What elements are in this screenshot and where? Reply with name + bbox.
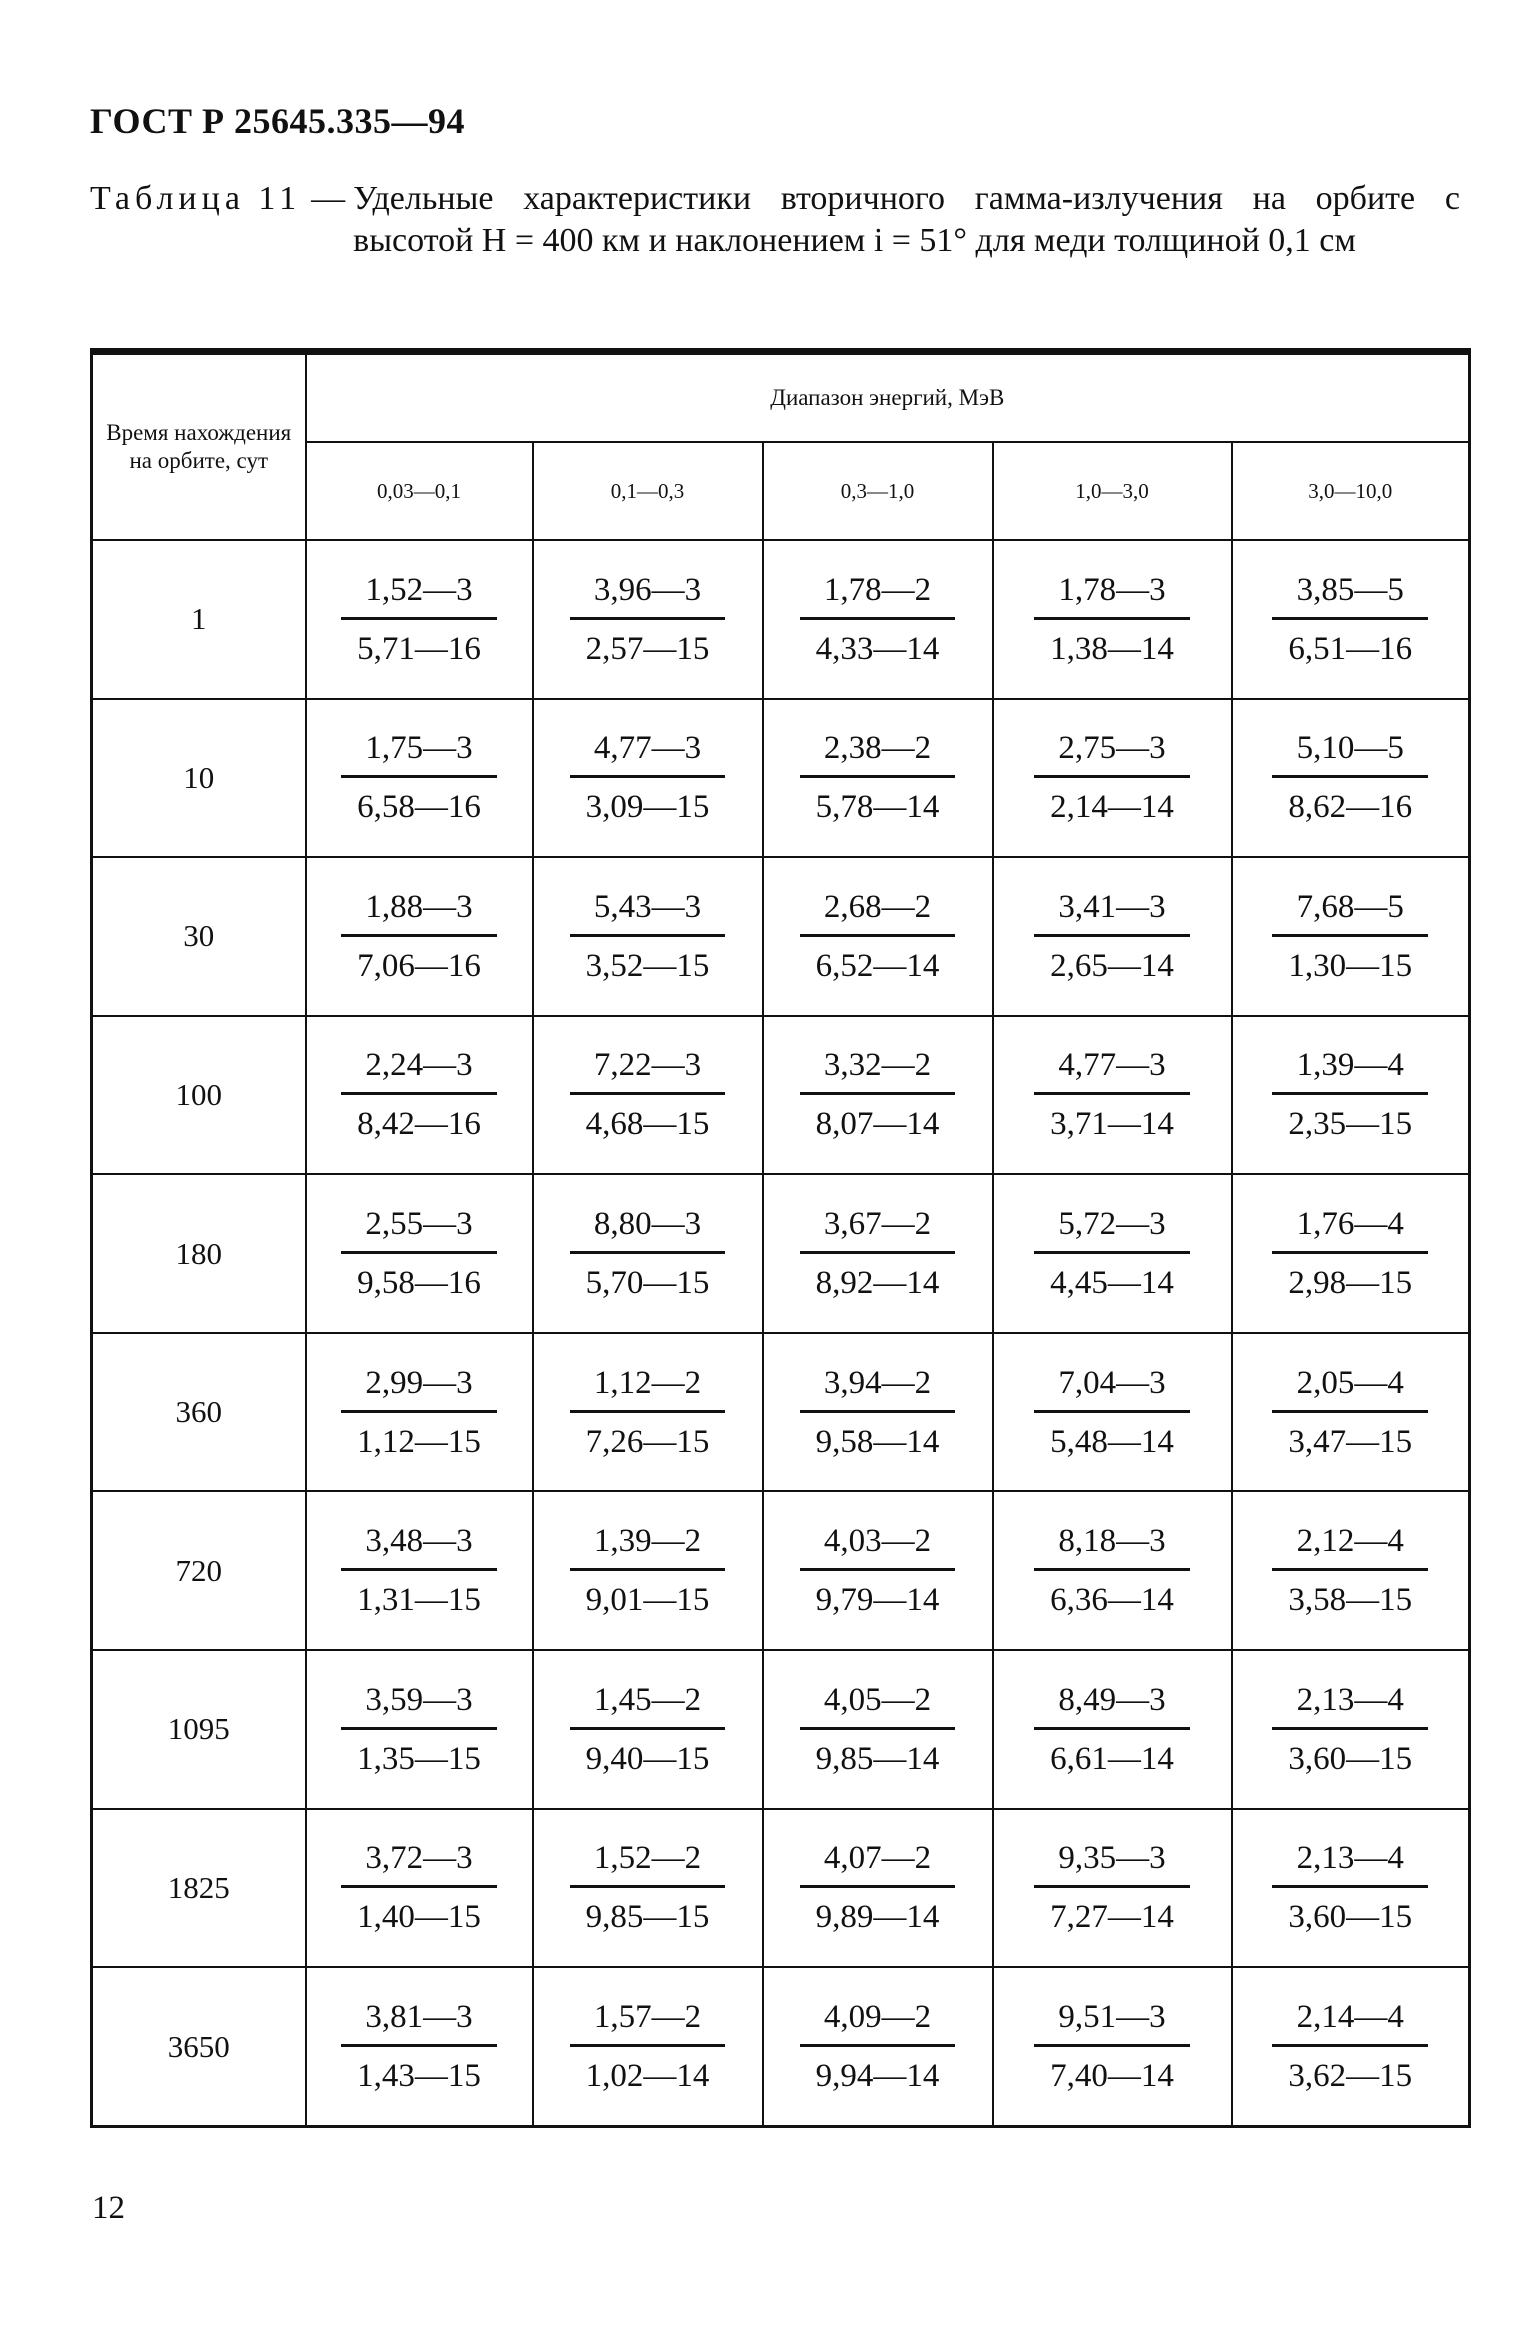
value-cell (763, 1333, 993, 1492)
document-code: ГОСТ Р 25645.335—94 (90, 101, 465, 141)
orbit-time-cell: 10 (92, 699, 306, 858)
fraction (1034, 1518, 1190, 1623)
fraction-denominator: 3,52—15 (585, 947, 710, 984)
fraction (341, 567, 497, 672)
fraction (341, 884, 497, 989)
fraction (1272, 1835, 1428, 1940)
fraction-denominator: 1,12—15 (357, 1423, 481, 1460)
value-cell (993, 857, 1232, 1016)
fraction-denominator: 2,57—15 (585, 630, 710, 667)
fraction-numerator: 4,07—2 (800, 1835, 956, 1888)
table-row (92, 1174, 1470, 1333)
fraction-numerator: 1,12—2 (570, 1360, 726, 1413)
fraction (341, 1360, 497, 1465)
fraction-numerator: 1,75—3 (341, 725, 497, 778)
fraction (800, 1201, 956, 1306)
value-cell (533, 540, 763, 699)
fraction-denominator: 1,35—15 (357, 1740, 481, 1777)
orbit-time-cell: 1095 (92, 1650, 306, 1809)
fraction (341, 1835, 497, 1940)
orbit-time-cell: 1 (92, 540, 306, 699)
fraction (1034, 1677, 1190, 1782)
fraction (1272, 1677, 1428, 1782)
fraction (800, 1518, 956, 1623)
fraction-numerator: 7,04—3 (1034, 1360, 1190, 1413)
fraction-numerator: 1,52—3 (341, 567, 497, 620)
energy-range-header: Диапазон энергий, МэВ (306, 352, 1470, 443)
time-column-header: Время нахождения на орбите, сут (92, 352, 306, 541)
fraction-denominator: 8,62—16 (1288, 789, 1413, 826)
value-cell (763, 1650, 993, 1809)
fraction (800, 1042, 956, 1147)
fraction-numerator: 1,76—4 (1272, 1201, 1428, 1254)
fraction (341, 1518, 497, 1623)
value-cell (533, 1333, 763, 1492)
fraction (800, 567, 956, 672)
table-caption-text: Удельные характеристики вторичного гамма-излучения на орбите с высотой H = 400 км и наклонением i = 51° для меди толщиной 0,1 см (353, 180, 1460, 259)
value-cell (306, 1174, 533, 1333)
value-cell (1232, 1016, 1470, 1175)
fraction-denominator: 3,60—15 (1288, 1740, 1413, 1777)
fraction (800, 884, 956, 989)
fraction-denominator: 4,33—14 (815, 630, 940, 667)
fraction-denominator: 7,40—14 (1050, 2058, 1174, 2095)
value-cell (763, 1967, 993, 2126)
fraction-denominator: 4,45—14 (1050, 1265, 1174, 1302)
value-cell (1232, 699, 1470, 858)
fraction-numerator: 3,85—5 (1272, 567, 1428, 620)
value-cell (306, 1809, 533, 1968)
fraction (570, 1518, 726, 1623)
fraction-numerator: 4,05—2 (800, 1677, 956, 1730)
fraction-numerator: 2,12—4 (1272, 1518, 1428, 1571)
fraction (341, 1994, 497, 2099)
fraction (800, 1677, 956, 1782)
value-cell (306, 1491, 533, 1650)
value-cell (763, 699, 993, 858)
fraction (570, 725, 726, 830)
value-cell (993, 1491, 1232, 1650)
fraction-numerator: 3,72—3 (341, 1835, 497, 1888)
fraction-numerator: 2,75—3 (1034, 725, 1190, 778)
fraction-numerator: 2,38—2 (800, 725, 956, 778)
value-cell (306, 1650, 533, 1809)
fraction-denominator: 9,85—15 (585, 1899, 710, 1936)
orbit-time-cell: 720 (92, 1491, 306, 1650)
value-cell (1232, 1491, 1470, 1650)
fraction-denominator: 2,65—14 (1050, 947, 1174, 984)
fraction-numerator: 9,51—3 (1034, 1994, 1190, 2047)
value-cell (533, 1016, 763, 1175)
value-cell (533, 1491, 763, 1650)
fraction-numerator: 1,52—2 (570, 1835, 726, 1888)
fraction-numerator: 2,55—3 (341, 1201, 497, 1254)
fraction-numerator: 1,78—3 (1034, 567, 1190, 620)
table-row (92, 1650, 1470, 1809)
value-cell (763, 857, 993, 1016)
fraction-denominator: 5,78—14 (815, 789, 940, 826)
fraction-numerator: 1,78—2 (800, 567, 956, 620)
fraction (1272, 567, 1428, 672)
value-cell (763, 1491, 993, 1650)
fraction-denominator: 1,40—15 (357, 1899, 481, 1936)
fraction-numerator: 8,49—3 (1034, 1677, 1190, 1730)
value-cell (1232, 1650, 1470, 1809)
table-row (92, 1967, 1470, 2126)
fraction (570, 1994, 726, 2099)
value-cell (1232, 1174, 1470, 1333)
fraction-denominator: 3,71—14 (1050, 1106, 1174, 1143)
fraction-numerator: 7,68—5 (1272, 884, 1428, 937)
fraction-numerator: 5,72—3 (1034, 1201, 1190, 1254)
value-cell (306, 699, 533, 858)
value-cell (763, 1016, 993, 1175)
table-caption-prefix: Таблица 11 (90, 180, 302, 217)
fraction-denominator: 6,61—14 (1050, 1740, 1174, 1777)
fraction-numerator: 1,45—2 (570, 1677, 726, 1730)
fraction (1034, 1360, 1190, 1465)
value-cell (993, 1333, 1232, 1492)
fraction-numerator: 3,67—2 (800, 1201, 956, 1254)
table-row (92, 1016, 1470, 1175)
fraction-numerator: 5,10—5 (1272, 725, 1428, 778)
fraction-denominator: 8,07—14 (815, 1106, 940, 1143)
fraction-numerator: 8,80—3 (570, 1201, 726, 1254)
fraction-denominator: 2,98—15 (1288, 1265, 1413, 1302)
orbit-time-cell: 30 (92, 857, 306, 1016)
fraction-denominator: 6,52—14 (815, 947, 940, 984)
table-body (92, 540, 1470, 2127)
page-number: 12 (92, 2190, 125, 2226)
value-cell (306, 1016, 533, 1175)
value-cell (763, 540, 993, 699)
value-cell (306, 1967, 533, 2126)
fraction-numerator: 1,39—4 (1272, 1042, 1428, 1095)
value-cell (993, 540, 1232, 699)
fraction-denominator: 8,92—14 (815, 1265, 940, 1302)
fraction-numerator: 4,03—2 (800, 1518, 956, 1571)
fraction-numerator: 5,43—3 (570, 884, 726, 937)
value-cell (306, 857, 533, 1016)
value-cell (993, 1174, 1232, 1333)
table-row (92, 699, 1470, 858)
fraction (570, 1042, 726, 1147)
fraction (800, 725, 956, 830)
value-cell (306, 540, 533, 699)
fraction (1272, 1518, 1428, 1623)
table-caption (90, 178, 1460, 262)
fraction-denominator: 9,94—14 (815, 2058, 940, 2095)
fraction (570, 884, 726, 989)
table-row (92, 1491, 1470, 1650)
fraction-numerator: 3,41—3 (1034, 884, 1190, 937)
fraction-denominator: 9,85—14 (815, 1740, 940, 1777)
fraction-denominator: 2,35—15 (1288, 1106, 1413, 1143)
fraction-denominator: 3,09—15 (585, 789, 710, 826)
fraction-numerator: 3,94—2 (800, 1360, 956, 1413)
fraction-denominator: 1,43—15 (357, 2058, 481, 2095)
fraction (800, 1994, 956, 2099)
energy-band-header: 1,0—3,0 (993, 442, 1232, 540)
value-cell (533, 857, 763, 1016)
fraction-denominator: 6,36—14 (1050, 1582, 1174, 1619)
gamma-radiation-table (90, 348, 1471, 2128)
value-cell (993, 1967, 1232, 2126)
fraction (1034, 1994, 1190, 2099)
fraction-numerator: 3,81—3 (341, 1994, 497, 2047)
fraction (1272, 1042, 1428, 1147)
fraction-numerator: 4,77—3 (1034, 1042, 1190, 1095)
orbit-time-cell: 360 (92, 1333, 306, 1492)
fraction-denominator: 8,42—16 (357, 1106, 481, 1143)
fraction (800, 1360, 956, 1465)
fraction-numerator: 1,57—2 (570, 1994, 726, 2047)
table-row (92, 857, 1470, 1016)
table-row (92, 1809, 1470, 1968)
fraction-denominator: 5,70—15 (585, 1265, 710, 1302)
energy-band-header: 3,0—10,0 (1232, 442, 1470, 540)
fraction-denominator: 7,27—14 (1050, 1899, 1174, 1936)
orbit-time-cell: 180 (92, 1174, 306, 1333)
fraction-numerator: 4,09—2 (800, 1994, 956, 2047)
fraction-denominator: 7,26—15 (585, 1423, 710, 1460)
value-cell (533, 1967, 763, 2126)
fraction (1034, 1042, 1190, 1147)
value-cell (533, 1650, 763, 1809)
fraction (1272, 1360, 1428, 1465)
fraction-numerator: 2,13—4 (1272, 1835, 1428, 1888)
fraction (570, 567, 726, 672)
energy-band-header: 0,1—0,3 (533, 442, 763, 540)
fraction (1272, 1201, 1428, 1306)
value-cell (993, 1809, 1232, 1968)
fraction-denominator: 1,02—14 (585, 2058, 710, 2095)
fraction-denominator: 3,47—15 (1288, 1423, 1413, 1460)
fraction-numerator: 3,96—3 (570, 567, 726, 620)
fraction-denominator: 5,71—16 (357, 630, 481, 667)
orbit-time-cell: 3650 (92, 1967, 306, 2126)
value-cell (533, 699, 763, 858)
fraction-denominator: 2,14—14 (1050, 789, 1174, 826)
fraction (800, 1835, 956, 1940)
fraction (570, 1201, 726, 1306)
fraction-denominator: 1,31—15 (357, 1582, 481, 1619)
table-caption-dash: — (311, 180, 346, 217)
value-cell (993, 1650, 1232, 1809)
orbit-time-cell: 100 (92, 1016, 306, 1175)
fraction-numerator: 2,14—4 (1272, 1994, 1428, 2047)
fraction-numerator: 2,68—2 (800, 884, 956, 937)
fraction-denominator: 7,06—16 (357, 947, 481, 984)
fraction-numerator: 2,13—4 (1272, 1677, 1428, 1730)
header-row-top (92, 352, 1470, 443)
fraction (1034, 1835, 1190, 1940)
fraction-denominator: 4,68—15 (585, 1106, 710, 1143)
value-cell (1232, 540, 1470, 699)
fraction-numerator: 3,48—3 (341, 1518, 497, 1571)
fraction (341, 725, 497, 830)
value-cell (763, 1809, 993, 1968)
value-cell (1232, 1333, 1470, 1492)
value-cell (533, 1809, 763, 1968)
value-cell (306, 1333, 533, 1492)
fraction-numerator: 2,99—3 (341, 1360, 497, 1413)
value-cell (1232, 857, 1470, 1016)
fraction (1272, 725, 1428, 830)
value-cell (763, 1174, 993, 1333)
value-cell (993, 699, 1232, 858)
fraction-numerator: 3,32—2 (800, 1042, 956, 1095)
table-row (92, 540, 1470, 699)
fraction (1272, 884, 1428, 989)
fraction (1034, 884, 1190, 989)
fraction-denominator: 9,58—16 (357, 1265, 481, 1302)
fraction (341, 1677, 497, 1782)
value-cell (1232, 1967, 1470, 2126)
energy-band-header: 0,03—0,1 (306, 442, 533, 540)
fraction-numerator: 1,39—2 (570, 1518, 726, 1571)
value-cell (1232, 1809, 1470, 1968)
fraction-numerator: 1,88—3 (341, 884, 497, 937)
fraction-denominator: 9,01—15 (585, 1582, 710, 1619)
value-cell (993, 1016, 1232, 1175)
fraction (570, 1677, 726, 1782)
orbit-time-cell: 1825 (92, 1809, 306, 1968)
fraction (1272, 1994, 1428, 2099)
fraction-denominator: 3,60—15 (1288, 1899, 1413, 1936)
fraction (1034, 567, 1190, 672)
fraction-numerator: 8,18—3 (1034, 1518, 1190, 1571)
fraction-numerator: 3,59—3 (341, 1677, 497, 1730)
fraction-numerator: 2,05—4 (1272, 1360, 1428, 1413)
fraction-denominator: 6,58—16 (357, 789, 481, 826)
fraction (570, 1360, 726, 1465)
fraction-numerator: 9,35—3 (1034, 1835, 1190, 1888)
energy-band-header: 0,3—1,0 (763, 442, 993, 540)
fraction-numerator: 4,77—3 (570, 725, 726, 778)
fraction (1034, 725, 1190, 830)
fraction (341, 1201, 497, 1306)
fraction-denominator: 9,40—15 (585, 1740, 710, 1777)
fraction-denominator: 1,38—14 (1050, 630, 1174, 667)
fraction-denominator: 3,58—15 (1288, 1582, 1413, 1619)
fraction-numerator: 2,24—3 (341, 1042, 497, 1095)
fraction-denominator: 3,62—15 (1288, 2058, 1413, 2095)
table-row (92, 1333, 1470, 1492)
fraction (570, 1835, 726, 1940)
fraction-numerator: 7,22—3 (570, 1042, 726, 1095)
fraction-denominator: 9,89—14 (815, 1899, 940, 1936)
fraction-denominator: 9,79—14 (815, 1582, 940, 1619)
value-cell (533, 1174, 763, 1333)
fraction (341, 1042, 497, 1147)
fraction-denominator: 5,48—14 (1050, 1423, 1174, 1460)
fraction (1034, 1201, 1190, 1306)
fraction-denominator: 1,30—15 (1288, 947, 1413, 984)
fraction-denominator: 6,51—16 (1288, 630, 1413, 667)
fraction-denominator: 9,58—14 (815, 1423, 940, 1460)
